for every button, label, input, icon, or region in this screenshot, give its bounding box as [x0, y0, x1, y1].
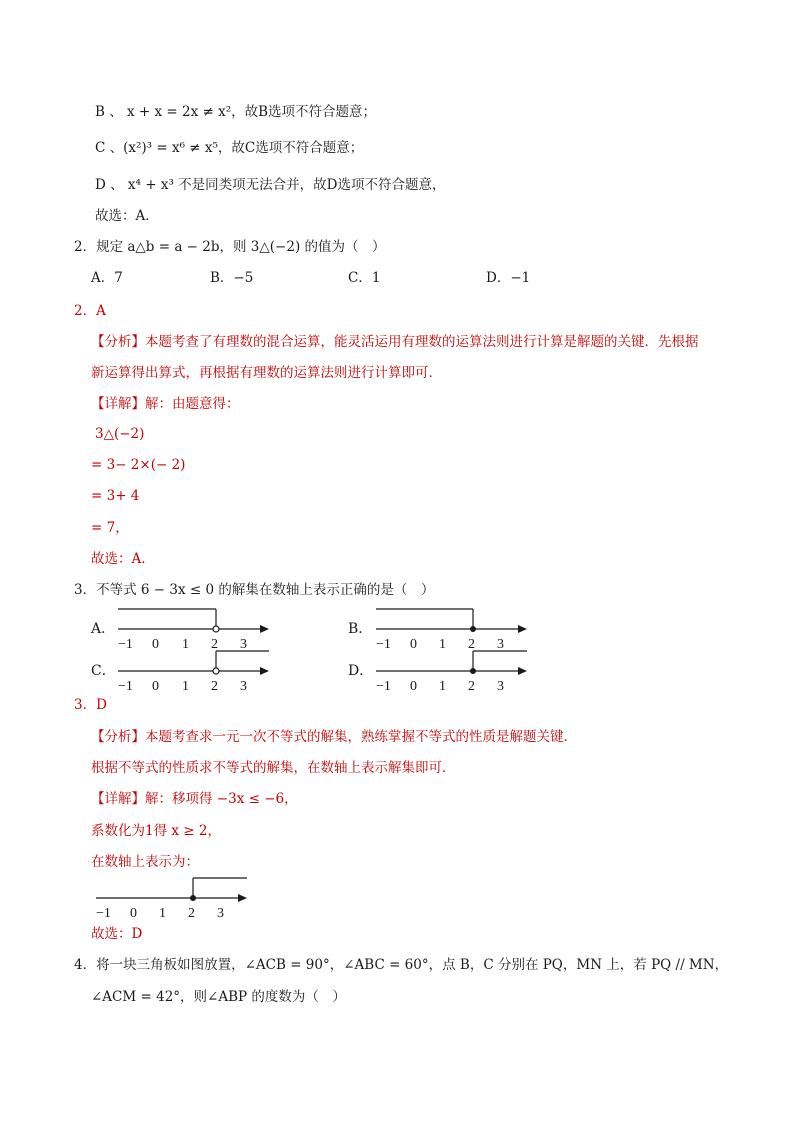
q2-step-3: = 3+ 4 [91, 488, 140, 504]
detail-text: 解：移项得 −3x ≤ −6， [145, 791, 298, 807]
tick-label: 0 [410, 637, 417, 652]
tick-label: 0 [130, 906, 137, 921]
tick-labels [376, 679, 504, 694]
q2-step-4: = 7， [91, 520, 129, 536]
tick-label: −1 [376, 679, 391, 694]
q2-detail-intro [91, 395, 240, 413]
q2-key: 2．A [74, 303, 106, 319]
q3-option-b-label: B． [348, 621, 373, 637]
tick-label: 3 [497, 637, 504, 652]
q2-step-2: = 3− 2×(− 2) [91, 457, 186, 473]
q1-option-c: C 、(x²)³ = x⁶ ≠ x⁵，故C选项不符合题意； [95, 140, 364, 156]
detail-label: 【详解】 [91, 396, 145, 412]
tick-label: 0 [410, 679, 417, 694]
tick-label: 1 [182, 637, 189, 652]
q2-stem: 2．规定 a△b = a − 2b，则 3△(−2) 的值为（ ） [74, 239, 386, 255]
q2-answer: 故选：A． [91, 551, 155, 567]
q2-step-1: 3△(−2) [95, 426, 145, 442]
q3-detail-line2: 系数化为1得 x ≥ 2， [91, 823, 221, 839]
q3-key: 3．D [74, 697, 107, 713]
tick-label: 3 [497, 679, 504, 694]
q2-option-b: B．−5 [210, 270, 254, 286]
q3-stem: 3．不等式 6 − 3x ≤ 0 的解集在数轴上表示正确的是（ ） [74, 582, 435, 598]
q4-stem-line2: ∠ACM = 42°，则∠ABP 的度数为（ ） [91, 989, 346, 1005]
tick-label: 2 [468, 637, 475, 652]
q3-answer-number-line [90, 874, 255, 926]
tick-labels [96, 906, 224, 921]
tick-label: −1 [96, 906, 111, 921]
tick-label: 3 [217, 906, 224, 921]
tick-label: −1 [376, 637, 391, 652]
tick-label: −1 [118, 679, 133, 694]
tick-label: 2 [468, 679, 475, 694]
analysis-text: 本题考查了有理数的混合运算，能灵活运用有理数的运算法则进行计算是解题的关键．先根据 [145, 334, 699, 350]
tick-label: 3 [240, 679, 247, 694]
q3-analysis-line1 [91, 728, 577, 746]
tick-label: 1 [439, 679, 446, 694]
q3-analysis-line2: 根据不等式的性质求不等式的解集，在数轴上表示解集即可． [91, 760, 456, 776]
tick-label: −1 [118, 637, 133, 652]
tick-label: 1 [159, 906, 166, 921]
tick-label: 1 [439, 637, 446, 652]
q3-option-a-label: A． [91, 621, 116, 637]
tick-label: 2 [211, 679, 218, 694]
detail-text: 解：由题意得： [145, 396, 240, 412]
q3-number-line-d [370, 647, 535, 699]
q2-option-a: A．7 [91, 270, 123, 286]
tick-labels [118, 679, 247, 694]
analysis-label: 【分析】 [91, 729, 145, 745]
tick-label: 0 [152, 637, 159, 652]
tick-label: 0 [152, 679, 159, 694]
q3-detail-line3: 在数轴上表示为： [91, 854, 199, 870]
q2-option-d: D．−1 [486, 270, 531, 286]
q4-stem-line1: 4．将一块三角板如图放置，∠ACB = 90°，∠ABC = 60°，点 B，C 分别在 PQ，MN 上，若 PQ // MN， [74, 957, 729, 973]
analysis-text: 本题考查求一元一次不等式的解集，熟练掌握不等式的性质是解题关键． [145, 729, 577, 745]
q2-analysis-line1 [91, 333, 699, 351]
q2-analysis-line2: 新运算得出算式，再根据有理数的运算法则进行计算即可． [91, 365, 442, 381]
q1-option-d: D 、 x⁴ + x³ 不是同类项无法合并，故D选项不符合题意， [95, 177, 446, 193]
q1-option-b: B 、 x + x = 2x ≠ x²，故B选项不符合题意； [95, 104, 377, 120]
analysis-label: 【分析】 [91, 334, 145, 350]
tick-label: 2 [211, 637, 218, 652]
q1-answer: 故选：A． [95, 208, 159, 224]
q3-option-d-label: D． [348, 663, 374, 679]
q3-option-c-label: C． [91, 663, 116, 679]
tick-label: 2 [188, 906, 195, 921]
detail-label: 【详解】 [91, 791, 145, 807]
q3-answer: 故选：D [91, 926, 143, 942]
tick-label: 3 [240, 637, 247, 652]
q2-option-c: C．1 [348, 270, 381, 286]
q3-detail-line1 [91, 790, 298, 808]
q3-number-line-c [112, 647, 277, 699]
tick-label: 1 [182, 679, 189, 694]
